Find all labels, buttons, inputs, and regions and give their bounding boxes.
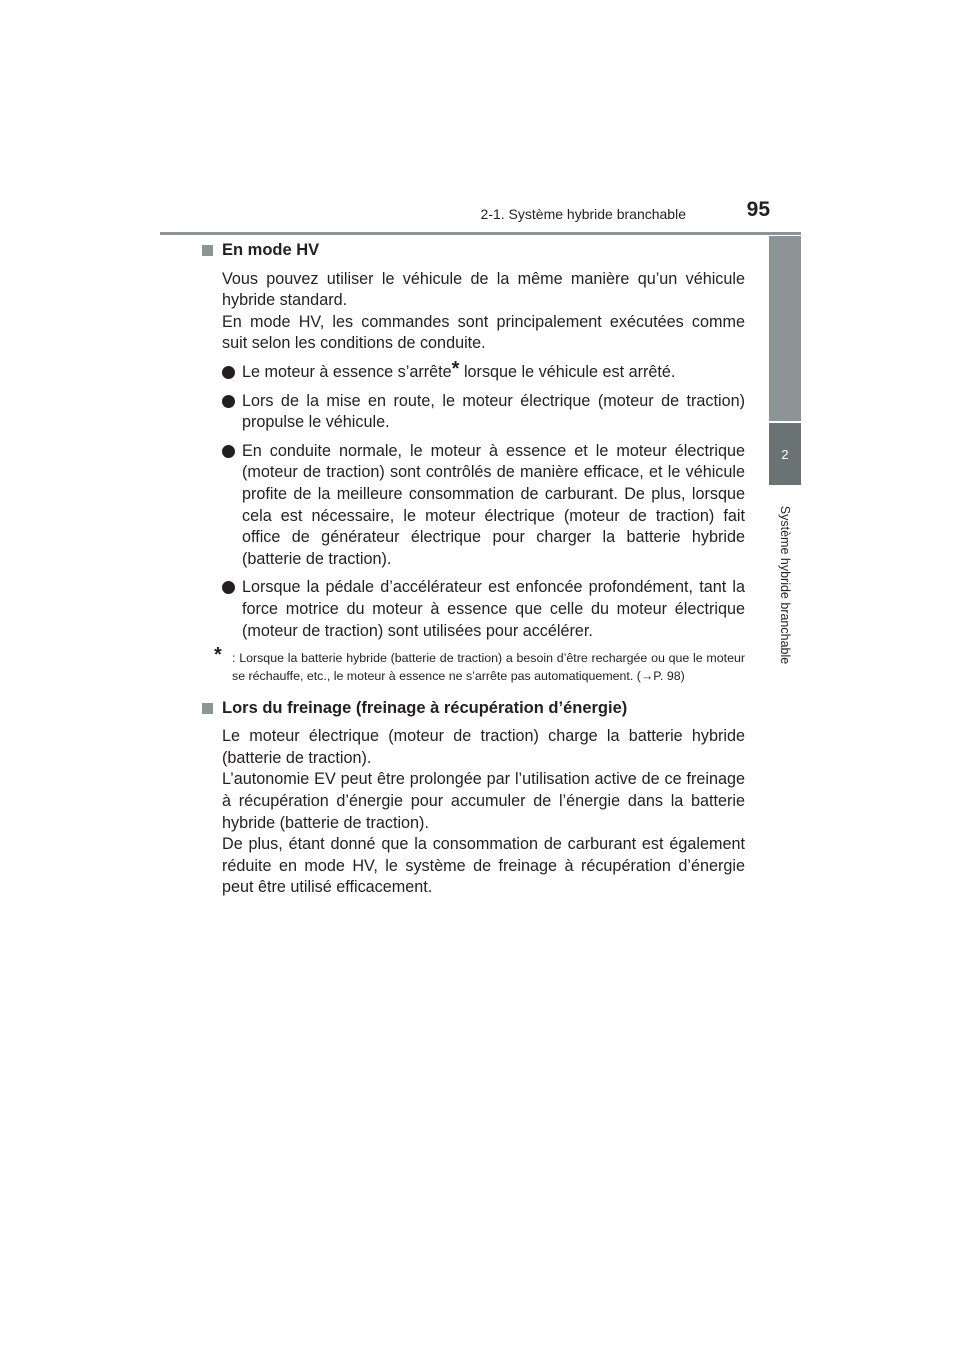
- list-item: [222, 441, 745, 571]
- footnote-text: : Lorsque la batterie hybride (batterie de traction) a besoin d’être rechargée ou que le moteur se réchauffe, etc., le moteur à essence ne s’arrête pas automatiquement. (→P. 98): [232, 651, 745, 683]
- list-item-text: lorsque le véhicule est arrêté.: [459, 362, 676, 381]
- footnote-marker: *: [214, 644, 222, 667]
- footnote-marker: *: [451, 357, 460, 380]
- side-tab-label-box: [769, 485, 801, 685]
- circle-bullet-icon: [222, 366, 235, 379]
- list-item-text: Lorsque la pédale d’accélérateur est enfoncée profondément, tant la force motrice du moteur à essence que celle du moteur électrique (moteur de traction) sont utilisées pour accélérer.: [242, 578, 745, 640]
- paragraph: L’autonomie EV peut être prolongée par l’utilisation active de ce freinage à récupération d’énergie pour accumuler de l’énergie dans la batterie hybride (batterie de traction).: [222, 770, 745, 832]
- list-item: [222, 357, 745, 384]
- list-item-text: Le moteur à essence s’arrête: [242, 362, 452, 381]
- circle-bullet-icon: [222, 445, 235, 458]
- section-heading-braking: [202, 698, 745, 720]
- list-item-text: Lors de la mise en route, le moteur électrique (moteur de traction) propulse le véhicule.: [242, 391, 745, 432]
- list-item-text: En conduite normale, le moteur à essence et le moteur électrique (moteur de traction) sont contrôlés de manière efficace, et le véhicule profite de la meilleure consommation de carburant. De plus, lorsque cela est nécessaire, le moteur électrique (moteur de traction) fait office de générateur électrique pour charger la batterie hybride (batterie de traction).: [242, 441, 745, 568]
- side-tab-label: Système hybride branchable: [778, 505, 792, 665]
- square-bullet-icon: [202, 703, 213, 714]
- page-content: [214, 240, 745, 899]
- section-title: En mode HV: [222, 241, 320, 259]
- header-section-title: 2-1. Système hybride branchable: [480, 206, 686, 222]
- paragraph: Vous pouvez utiliser le véhicule de la même manière qu’un véhicule hybride standard.: [222, 269, 745, 310]
- paragraph: En mode HV, les commandes sont principalement exécutées comme suit selon les conditions de conduite.: [222, 312, 745, 353]
- paragraph: Le moteur électrique (moteur de traction) charge la batterie hybride (batterie de traction).: [222, 727, 745, 767]
- circle-bullet-icon: [222, 581, 235, 594]
- page-number: 95: [746, 198, 770, 221]
- list-item: [222, 577, 745, 642]
- circle-bullet-icon: [222, 395, 235, 408]
- paragraph: De plus, étant donné que la consommation de carburant est également réduite en mode HV, le système de freinage à récupération d’énergie peut être utilisé efficacement.: [222, 835, 745, 897]
- side-tab-bar: [769, 236, 801, 421]
- section-title: Lors du freinage (freinage à récupération d’énergie): [222, 698, 628, 717]
- side-tab-chapter-number: 2: [769, 423, 801, 485]
- list-item: [222, 391, 745, 434]
- footnote: [214, 644, 745, 686]
- section-heading-hv-mode: [202, 240, 745, 262]
- header-rule: [160, 232, 801, 235]
- square-bullet-icon: [202, 245, 213, 256]
